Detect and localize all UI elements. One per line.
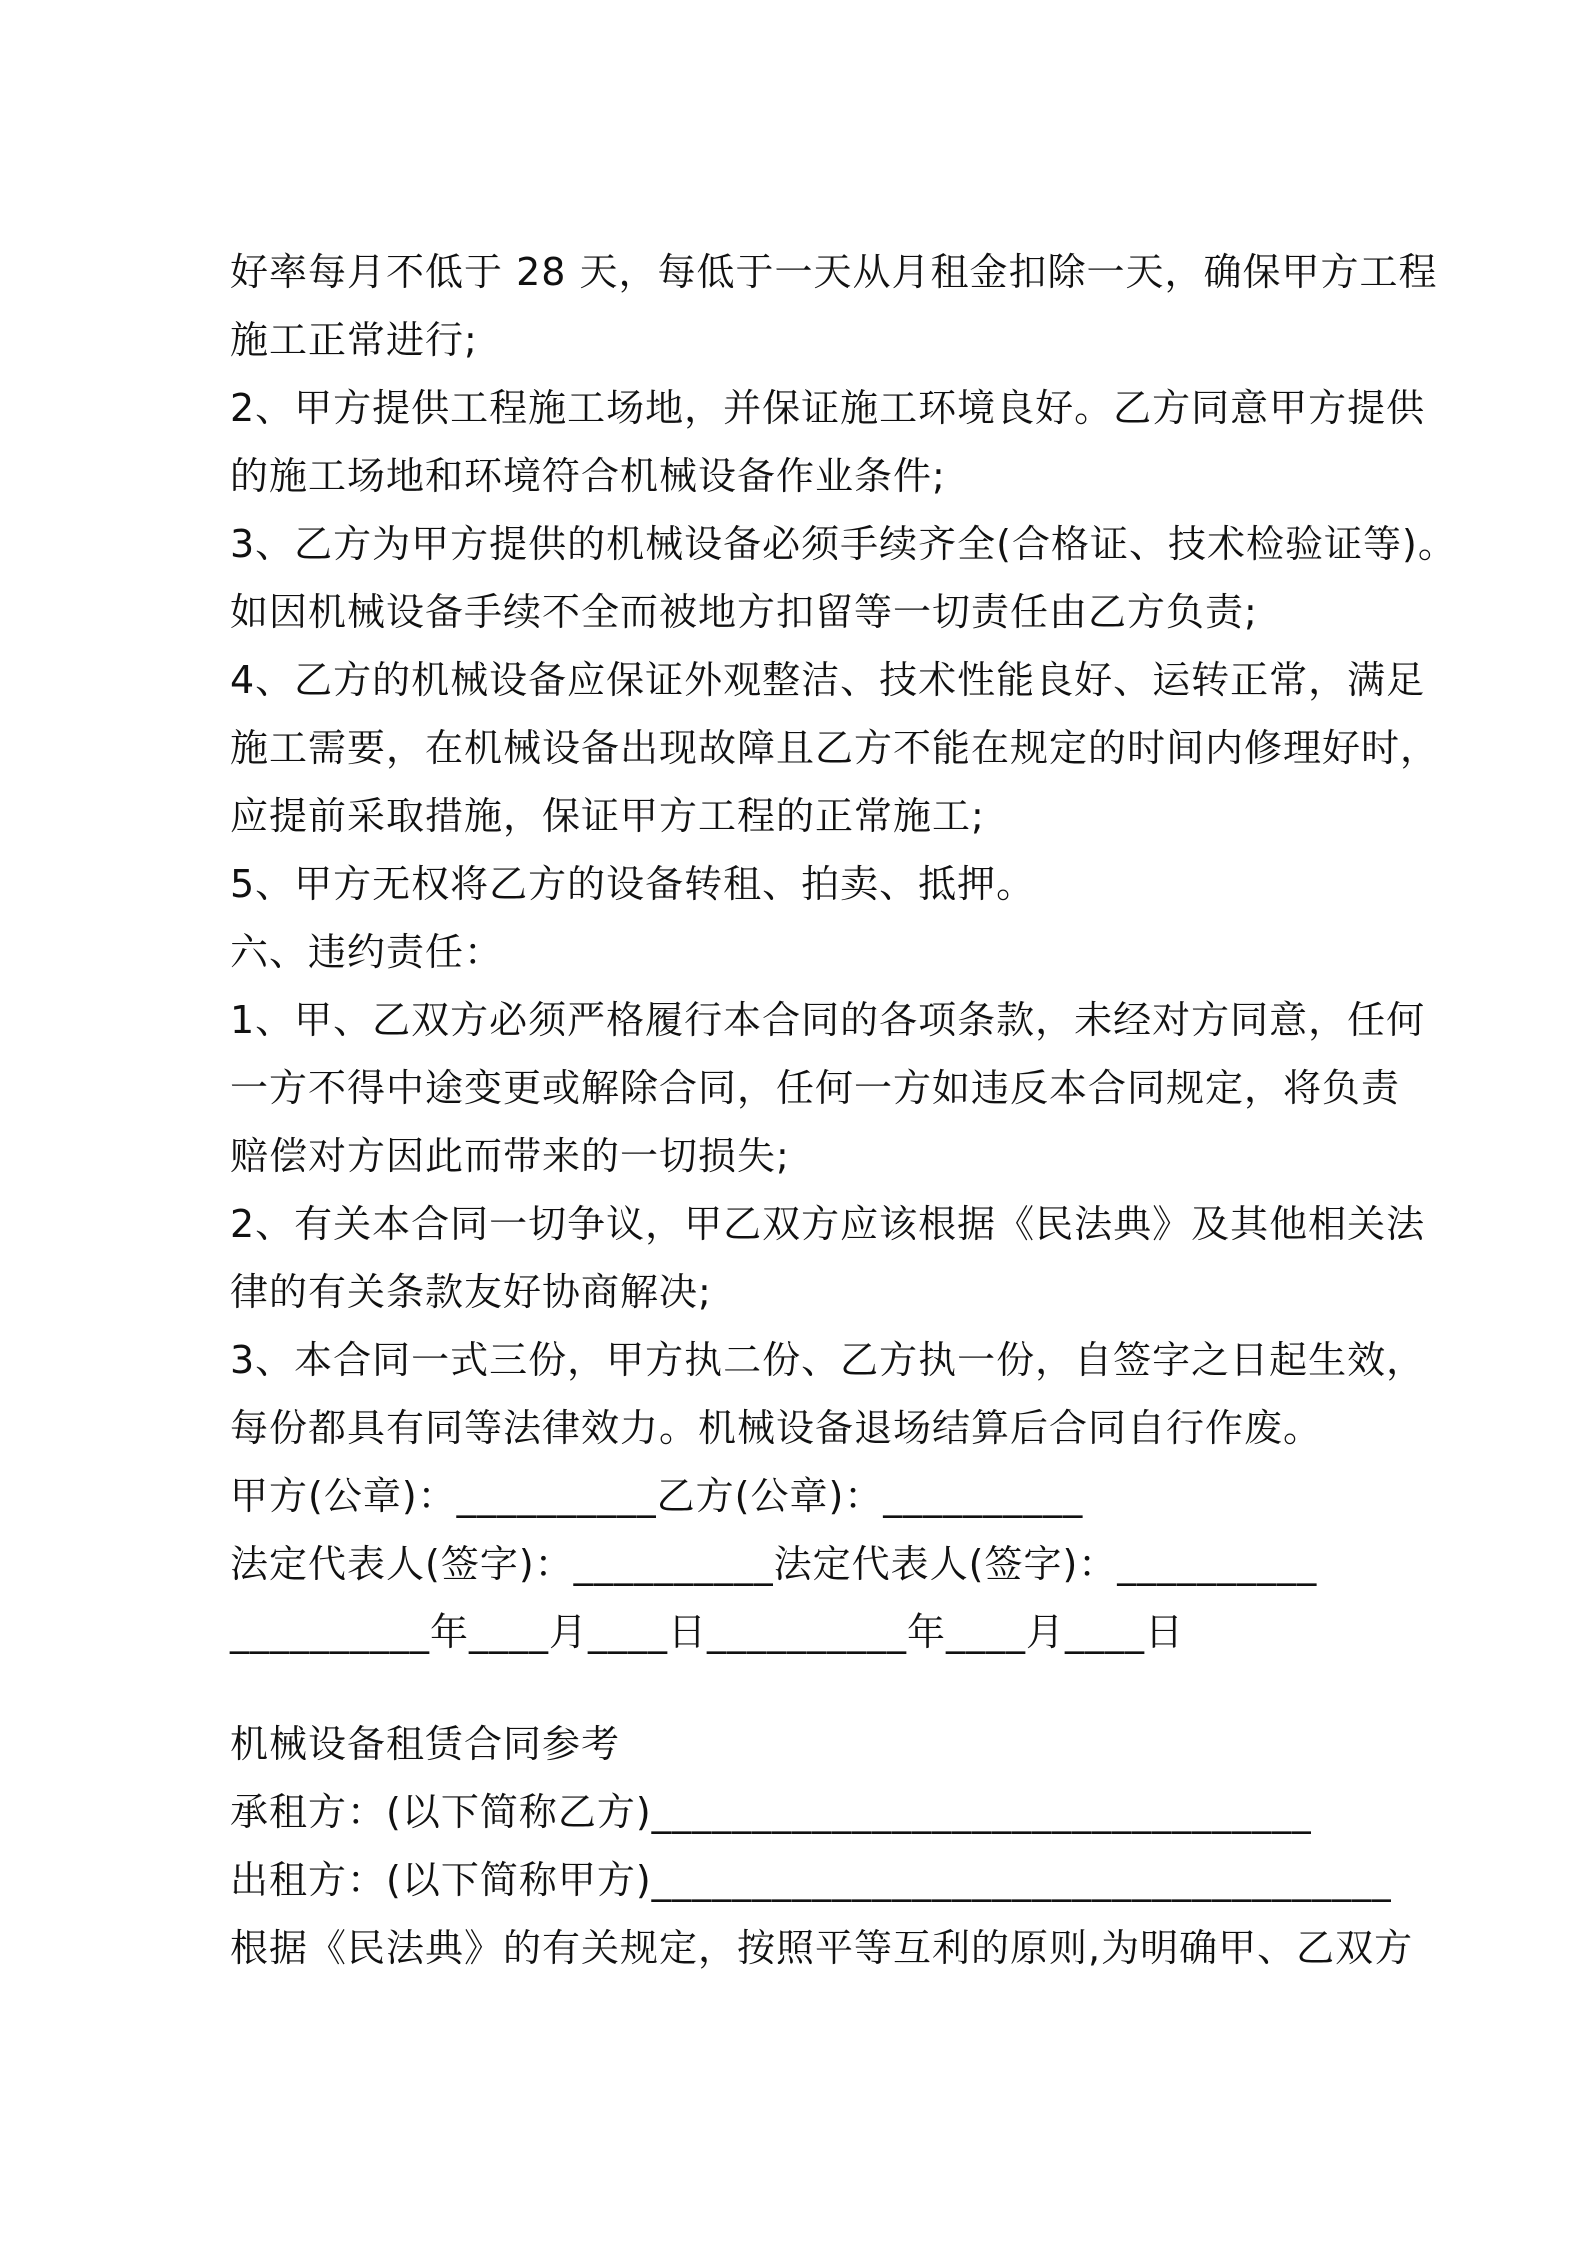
- text-line: 应提前采取措施，保证甲方工程的正常施工;: [230, 794, 985, 838]
- text-line: 2、甲方提供工程施工场地，并保证施工环境良好。乙方同意甲方提供: [230, 386, 1426, 430]
- section-spacer: [230, 1666, 1370, 1710]
- text-line: 的施工场地和环境符合机械设备作业条件;: [230, 454, 946, 498]
- text-line: 一方不得中途变更或解除合同，任何一方如违反本合同规定，将负责: [230, 1066, 1401, 1110]
- text-line: 3、本合同一式三份，甲方执二份、乙方执一份，自签字之日起生效，: [230, 1338, 1426, 1382]
- text-line: 施工正常进行;: [230, 318, 478, 362]
- text-line: 根据《民法典》的有关规定，按照平等互利的原则,为明确甲、乙双方: [230, 1926, 1414, 1970]
- text-line: 赔偿对方因此而带来的一切损失;: [230, 1134, 790, 1178]
- representative-signature-line: 法定代表人(签字)：__________法定代表人(签字)：__________: [230, 1542, 1318, 1586]
- text-line: 3、乙方为甲方提供的机械设备必须手续齐全(合格证、技术检验证等)。: [230, 522, 1457, 566]
- document-title: 机械设备租赁合同参考: [230, 1722, 621, 1766]
- text-line: 每份都具有同等法律效力。机械设备退场结算后合同自行作废。: [230, 1406, 1323, 1450]
- date-line: __________年____月____日__________年____月____日: [230, 1610, 1185, 1654]
- section-heading: 六、违约责任：: [230, 930, 504, 974]
- text-line: 1、甲、乙双方必须严格履行本合同的各项条款，未经对方同意，任何: [230, 998, 1426, 1042]
- text-line: 4、乙方的机械设备应保证外观整洁、技术性能良好、运转正常，满足: [230, 658, 1426, 702]
- lessor-line: 出租方：(以下简称甲方)_____________________________________: [230, 1858, 1392, 1902]
- text-line: 好率每月不低于 28 天，每低于一天从月租金扣除一天，确保甲方工程: [230, 250, 1438, 294]
- text-line: 5、甲方无权将乙方的设备转租、拍卖、抵押。: [230, 862, 1036, 906]
- lessee-line: 承租方：(以下简称乙方)_________________________________: [230, 1790, 1312, 1834]
- seal-line: 甲方(公章)：__________乙方(公章)：__________: [230, 1474, 1084, 1518]
- text-line: 2、有关本合同一切争议，甲乙双方应该根据《民法典》及其他相关法: [230, 1202, 1426, 1246]
- document-page: [230, 238, 1457, 1982]
- text-line: 律的有关条款友好协商解决;: [230, 1270, 712, 1314]
- text-line: 如因机械设备手续不全而被地方扣留等一切责任由乙方负责;: [230, 590, 1258, 634]
- text-line: 施工需要，在机械设备出现故障且乙方不能在规定的时间内修理好时，: [230, 726, 1440, 770]
